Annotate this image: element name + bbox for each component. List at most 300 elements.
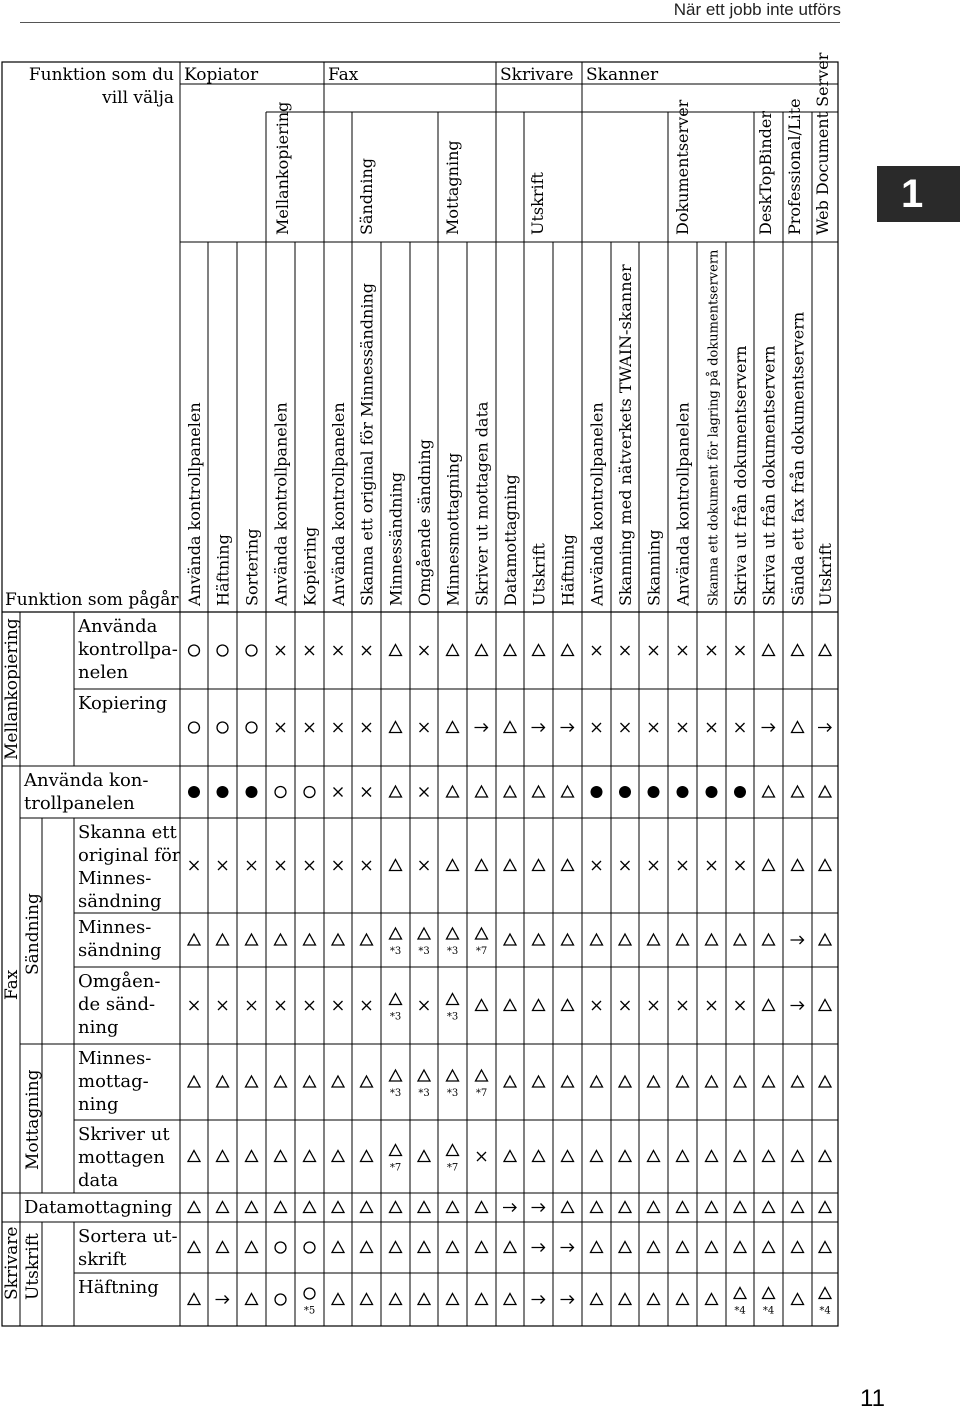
- cell-symbol: [504, 1076, 516, 1087]
- cell-symbol: [418, 1202, 430, 1213]
- cell-symbol: [447, 722, 459, 733]
- group-kopiator: Kopiator: [184, 65, 259, 85]
- cell-symbol: [763, 645, 775, 656]
- cell-symbol: [592, 646, 601, 655]
- cell-symbol: [361, 1202, 373, 1213]
- cell-symbol: [734, 1288, 746, 1317]
- cell-symbol: [188, 786, 200, 798]
- group-skrivare: Skrivare: [500, 65, 574, 85]
- cell-symbol: [791, 1002, 804, 1010]
- cell-symbol: [334, 1001, 343, 1010]
- subgroup-label: Utskrift: [528, 172, 547, 235]
- cell-symbol: [819, 1151, 831, 1162]
- cell-symbol: [190, 1001, 199, 1010]
- cell-symbol: [390, 1242, 402, 1253]
- column-label: Kopiering: [300, 526, 320, 606]
- cell-symbol: [619, 934, 631, 945]
- cell-symbol: [649, 646, 658, 655]
- cell-symbol: [677, 1202, 689, 1213]
- cell-symbol: [447, 860, 459, 871]
- cell-symbol: [305, 723, 314, 732]
- cell-symbol: [275, 1076, 287, 1087]
- row-label: sändning: [78, 891, 162, 912]
- cell-symbol: [619, 1294, 631, 1305]
- rowgroup-mottagning: Mottagning: [23, 1069, 43, 1170]
- cell-symbol: [533, 1000, 545, 1011]
- corner-top-line-1: Funktion som du: [28, 65, 174, 85]
- cell-symbol: [792, 1202, 804, 1213]
- cell-symbol: [304, 1151, 316, 1162]
- cell-symbol: [304, 1076, 316, 1087]
- cell-symbol: [591, 1294, 603, 1305]
- cell-symbol: [420, 646, 429, 655]
- cell-symbol: [792, 1151, 804, 1162]
- column-label: Använda kontrollpanelen: [587, 402, 607, 606]
- cell-symbol: [361, 1294, 373, 1305]
- cell-symbol: [476, 645, 488, 656]
- cell-symbol: [561, 724, 574, 732]
- cell-symbol: [792, 786, 804, 797]
- column-label: Använda kontrollpanelen: [271, 402, 291, 606]
- cell-symbol: [792, 1076, 804, 1087]
- cell-symbol: [532, 1244, 545, 1252]
- cell-symbol: [819, 1076, 831, 1087]
- cell-symbol: [591, 1242, 603, 1253]
- cell-symbol: [792, 1242, 804, 1253]
- cell-symbol: [619, 1202, 631, 1213]
- cell-symbol: [361, 934, 373, 945]
- group-fax: Fax: [328, 65, 359, 85]
- cell-symbol: [332, 934, 344, 945]
- column-label: Minnessändning: [386, 471, 406, 606]
- cell-symbol: [246, 722, 257, 733]
- cell-symbol: [562, 645, 574, 656]
- cell-symbol: [678, 723, 687, 732]
- cell-symbol: [476, 1070, 488, 1099]
- cell-symbol: [533, 1151, 545, 1162]
- cell-symbol: [736, 723, 745, 732]
- cell-symbol: [504, 1294, 516, 1305]
- cell-symbol: [304, 1288, 315, 1317]
- rowgroup-sandning: Sändning: [23, 893, 43, 975]
- cell-symbol: [361, 1151, 373, 1162]
- footnote-ref: *3: [446, 946, 459, 957]
- cell-symbol: [275, 1242, 286, 1253]
- cell-symbol: [218, 1001, 227, 1010]
- cell-symbol: [217, 934, 229, 945]
- cell-symbol: [649, 861, 658, 870]
- cell-symbol: [217, 645, 228, 656]
- cell-symbol: [304, 1202, 316, 1213]
- cell-symbol: [562, 786, 574, 797]
- cell-symbol: [791, 936, 804, 944]
- cell-symbol: [217, 1242, 229, 1253]
- row-label: skrift: [78, 1249, 127, 1270]
- cell-symbol: [677, 1294, 689, 1305]
- footnote-ref: *3: [418, 1088, 430, 1099]
- column-label: Skriva ut från dokumentservern: [731, 345, 750, 606]
- cell-symbol: [591, 1202, 603, 1213]
- cell-symbol: [418, 928, 430, 957]
- cell-symbol: [736, 861, 745, 870]
- chapter-tab: 1: [877, 166, 960, 222]
- cell-symbol: [621, 646, 630, 655]
- cell-symbol: [188, 934, 200, 945]
- column-label: Skanna ett dokument för lagring på dokumentservern: [706, 249, 722, 606]
- cell-symbol: [707, 861, 716, 870]
- cell-symbol: [819, 786, 831, 797]
- subgroup-label: Web Document Server: [813, 52, 832, 235]
- cell-symbol: [275, 934, 287, 945]
- cell-symbol: [619, 786, 631, 798]
- column-label: Skanna ett original för Minnessändning: [357, 283, 377, 606]
- cell-symbol: [591, 934, 603, 945]
- cell-symbol: [334, 646, 343, 655]
- cell-symbol: [621, 861, 630, 870]
- column-label: Använda kontrollpanelen: [185, 402, 204, 606]
- cell-symbol: [707, 723, 716, 732]
- cell-symbol: [190, 861, 199, 870]
- cell-symbol: [447, 645, 459, 656]
- subgroup-label: Mottagning: [443, 140, 462, 235]
- row-label: ning: [78, 1094, 119, 1115]
- cell-symbol: [677, 1242, 689, 1253]
- cell-symbol: [334, 861, 343, 870]
- cell-symbol: [591, 786, 603, 798]
- row-label: de sänd-: [78, 994, 156, 1015]
- cell-symbol: [648, 1242, 660, 1253]
- cell-symbol: [736, 1001, 745, 1010]
- cell-symbol: [763, 1242, 775, 1253]
- footnote-ref: *4: [734, 1305, 746, 1317]
- cell-symbol: [390, 1145, 402, 1174]
- cell-symbol: [532, 1204, 545, 1212]
- cell-symbol: [246, 645, 257, 656]
- row-label: Datamottagning: [24, 1197, 173, 1218]
- cell-symbol: [390, 928, 402, 957]
- cell-symbol: [188, 1242, 200, 1253]
- cell-symbol: [619, 1076, 631, 1087]
- cell-symbol: [420, 788, 429, 797]
- cell-symbol: [707, 646, 716, 655]
- cell-symbol: [707, 1001, 716, 1010]
- cell-symbol: [591, 1076, 603, 1087]
- cell-symbol: [706, 1294, 718, 1305]
- cell-symbol: [504, 860, 516, 871]
- cell-symbol: [477, 1152, 486, 1161]
- column-label: Sända ett fax från dokumentservern: [788, 311, 808, 606]
- cell-symbol: [649, 723, 658, 732]
- cell-symbol: [706, 934, 718, 945]
- cell-symbol: [390, 1070, 402, 1099]
- column-label: Skriver ut mottagen data: [472, 401, 492, 606]
- cell-symbol: [390, 645, 402, 656]
- cell-symbol: [763, 860, 775, 871]
- cell-symbol: [562, 1151, 574, 1162]
- row-label: trollpanelen: [24, 793, 135, 814]
- cell-symbol: [188, 1151, 200, 1162]
- footnote-ref: *3: [389, 1088, 402, 1099]
- cell-symbol: [533, 1076, 545, 1087]
- corner-top-line-2: vill välja: [102, 88, 174, 108]
- cell-symbol: [276, 1001, 285, 1010]
- rowgroup-mellankopiering: Mellankopiering: [2, 618, 22, 760]
- cell-symbol: [304, 1242, 315, 1253]
- cell-symbol: [188, 1076, 200, 1087]
- cell-symbol: [561, 1296, 574, 1304]
- subgroup-label: Mellankopiering: [273, 101, 292, 235]
- cell-symbol: [304, 787, 315, 798]
- row-label: Omgåen-: [78, 971, 161, 992]
- cell-symbol: [390, 994, 402, 1023]
- cell-symbol: [217, 1202, 229, 1213]
- cell-symbol: [504, 645, 516, 656]
- column-label: Skanning: [644, 529, 664, 606]
- row-label: nelen: [78, 662, 129, 683]
- row-label: Minnes-: [78, 1048, 152, 1069]
- cell-symbol: [189, 645, 200, 656]
- cell-symbol: [246, 786, 258, 798]
- row-label: Minnes-: [78, 868, 152, 889]
- cell-symbol: [819, 1288, 831, 1317]
- cell-symbol: [677, 786, 689, 798]
- corner-bottom-label: Funktion som pågår: [5, 590, 179, 610]
- cell-symbol: [706, 1151, 718, 1162]
- group-skanner: Skanner: [586, 65, 659, 85]
- running-head: När ett jobb inte utförs: [673, 0, 841, 19]
- cell-symbol: [362, 788, 371, 797]
- cell-symbol: [246, 1294, 258, 1305]
- cell-symbol: [475, 724, 488, 732]
- rowgroup-fax: Fax: [2, 969, 22, 1000]
- cell-symbol: [246, 1151, 258, 1162]
- cell-symbol: [332, 1242, 344, 1253]
- cell-symbol: [621, 723, 630, 732]
- cell-symbol: [648, 1151, 660, 1162]
- cell-symbol: [706, 1202, 718, 1213]
- row-label: sändning: [78, 940, 162, 961]
- cell-symbol: [332, 1076, 344, 1087]
- cell-symbol: [591, 1151, 603, 1162]
- footnote-ref: *7: [446, 1162, 459, 1174]
- subgroup-label: DeskTopBinder: [756, 110, 775, 235]
- cell-symbol: [476, 928, 488, 957]
- cell-symbol: [533, 860, 545, 871]
- cell-symbol: [361, 1076, 373, 1087]
- cell-symbol: [592, 861, 601, 870]
- cell-symbol: [763, 1202, 775, 1213]
- cell-symbol: [447, 1294, 459, 1305]
- cell-symbol: [447, 786, 459, 797]
- cell-symbol: [362, 646, 371, 655]
- cell-symbol: [763, 1000, 775, 1011]
- cell-symbol: [763, 1288, 775, 1317]
- cell-symbol: [275, 1202, 287, 1213]
- cell-symbol: [504, 1242, 516, 1253]
- cell-symbol: [792, 645, 804, 656]
- row-label: Använda kon-: [24, 770, 149, 791]
- cell-symbol: [763, 1076, 775, 1087]
- cell-symbol: [762, 724, 775, 732]
- column-label: Utskrift: [529, 543, 549, 606]
- column-label: Minnesmottagning: [443, 452, 463, 606]
- cell-symbol: [447, 928, 459, 957]
- cell-symbol: [476, 1294, 488, 1305]
- cell-symbol: [246, 1242, 258, 1253]
- cell-symbol: [678, 646, 687, 655]
- row-label: Sortera ut-: [78, 1226, 178, 1247]
- cell-symbol: [763, 934, 775, 945]
- cell-symbol: [561, 1244, 574, 1252]
- cell-symbol: [819, 934, 831, 945]
- cell-symbol: [621, 1001, 630, 1010]
- cell-symbol: [678, 1001, 687, 1010]
- cell-symbol: [562, 860, 574, 871]
- column-label: Skriva ut från dokumentservern: [759, 345, 779, 606]
- cell-symbol: [648, 1076, 660, 1087]
- row-label: Använda: [78, 616, 158, 637]
- column-label: Sortering: [242, 528, 262, 606]
- subgroup-label: Sändning: [357, 157, 376, 235]
- cell-symbol: [390, 722, 402, 733]
- subgroup-label: Dokumentserver: [673, 99, 692, 235]
- cell-symbol: [362, 723, 371, 732]
- cell-symbol: [648, 1294, 660, 1305]
- cell-symbol: [504, 722, 516, 733]
- cell-symbol: [276, 646, 285, 655]
- cell-symbol: [188, 1202, 200, 1213]
- cell-symbol: [447, 994, 459, 1023]
- cell-symbol: [447, 1202, 459, 1213]
- cell-symbol: [792, 722, 804, 733]
- cell-symbol: [677, 934, 689, 945]
- cell-symbol: [819, 645, 831, 656]
- cell-symbol: [217, 1076, 229, 1087]
- cell-symbol: [619, 1242, 631, 1253]
- cell-symbol: [305, 861, 314, 870]
- cell-symbol: [533, 934, 545, 945]
- column-label: Använda kontrollpanelen: [673, 402, 693, 606]
- cell-symbol: [217, 786, 229, 798]
- cell-symbol: [476, 1000, 488, 1011]
- row-label: ning: [78, 1017, 119, 1038]
- cell-symbol: [476, 1202, 488, 1213]
- cell-symbol: [678, 861, 687, 870]
- cell-symbol: [420, 1001, 429, 1010]
- cell-symbol: [648, 1202, 660, 1213]
- cell-symbol: [362, 861, 371, 870]
- cell-symbol: [332, 1202, 344, 1213]
- cell-symbol: [619, 1151, 631, 1162]
- cell-symbol: [332, 1151, 344, 1162]
- footnote-ref: *7: [389, 1162, 402, 1174]
- page-number: 11: [860, 1385, 885, 1412]
- cell-symbol: [420, 861, 429, 870]
- cell-symbol: [504, 1000, 516, 1011]
- row-label: data: [78, 1170, 119, 1191]
- cell-symbol: [305, 646, 314, 655]
- cell-symbol: [734, 1202, 746, 1213]
- cell-symbol: [648, 786, 660, 798]
- cell-symbol: [276, 861, 285, 870]
- cell-symbol: [189, 722, 200, 733]
- cell-symbol: [246, 934, 258, 945]
- row-label: original för: [78, 845, 181, 866]
- footnote-ref: *4: [762, 1305, 775, 1317]
- row-label: Skriver ut: [78, 1124, 170, 1145]
- cell-symbol: [792, 1294, 804, 1305]
- cell-symbol: [504, 1151, 516, 1162]
- cell-symbol: [247, 1001, 256, 1010]
- cell-symbol: [420, 723, 429, 732]
- footnote-ref: *3: [446, 1088, 459, 1099]
- row-label: Skanna ett: [78, 822, 177, 843]
- cell-symbol: [476, 1242, 488, 1253]
- cell-symbol: [649, 1001, 658, 1010]
- cell-symbol: [532, 1296, 545, 1304]
- cell-symbol: [734, 1151, 746, 1162]
- cell-symbol: [276, 723, 285, 732]
- cell-symbol: [246, 1076, 258, 1087]
- cell-symbol: [390, 1202, 402, 1213]
- cell-symbol: [390, 860, 402, 871]
- cell-symbol: [592, 723, 601, 732]
- row-label: Kopiering: [78, 693, 168, 714]
- cell-symbol: [706, 1076, 718, 1087]
- footnote-ref: *5: [303, 1305, 316, 1317]
- cell-symbol: [447, 1070, 459, 1099]
- cell-symbol: [533, 786, 545, 797]
- footnote-ref: *3: [389, 1011, 402, 1023]
- cell-symbol: [677, 1076, 689, 1087]
- row-label: kontrollpa-: [78, 639, 178, 660]
- footnote-ref: *7: [475, 1088, 488, 1099]
- cell-symbol: [218, 861, 227, 870]
- cell-symbol: [648, 934, 660, 945]
- cell-symbol: [390, 1294, 402, 1305]
- cell-symbol: [763, 1151, 775, 1162]
- cell-symbol: [246, 1202, 258, 1213]
- cell-symbol: [819, 1000, 831, 1011]
- footnote-ref: *3: [389, 946, 402, 957]
- cell-symbol: [334, 723, 343, 732]
- cell-symbol: [188, 1294, 200, 1305]
- cell-symbol: [217, 722, 228, 733]
- cell-symbol: [592, 1001, 601, 1010]
- cell-symbol: [217, 1151, 229, 1162]
- row-label: mottagen: [78, 1147, 165, 1168]
- cell-symbol: [763, 786, 775, 797]
- column-label: Utskrift: [816, 543, 835, 606]
- cell-symbol: [332, 1294, 344, 1305]
- cell-symbol: [476, 786, 488, 797]
- cell-symbol: [818, 724, 831, 732]
- cell-symbol: [418, 1070, 430, 1099]
- cell-symbol: [819, 1202, 831, 1213]
- rowgroup-utskrift: Utskrift: [23, 1233, 43, 1300]
- subgroup-label: Professional/Lite: [785, 98, 804, 235]
- cell-symbol: [418, 1294, 430, 1305]
- cell-symbol: [734, 1242, 746, 1253]
- cell-symbol: [334, 788, 343, 797]
- cell-symbol: [562, 1000, 574, 1011]
- cell-symbol: [706, 1242, 718, 1253]
- cell-symbol: [447, 1145, 459, 1174]
- cell-symbol: [734, 786, 746, 798]
- cell-symbol: [275, 1294, 286, 1305]
- cell-symbol: [736, 646, 745, 655]
- cell-symbol: [305, 1001, 314, 1010]
